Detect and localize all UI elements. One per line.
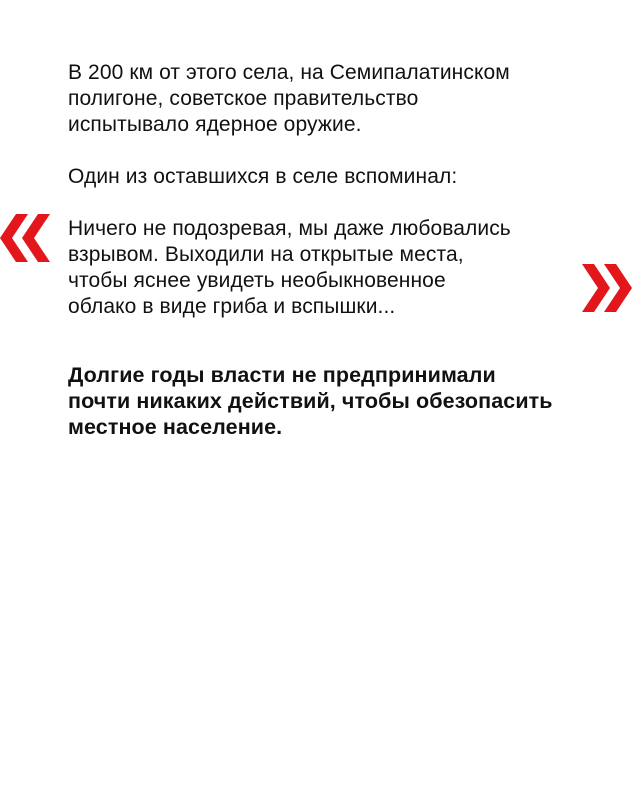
text-line: облако в виде гриба и вспышки... — [68, 295, 396, 318]
text-line: чтобы яснее увидеть необыкновенное — [68, 269, 446, 292]
text-line: Один из оставшихся в селе вспоминал: — [68, 165, 458, 188]
text-line: В 200 км от этого села, на Семипалатинском — [68, 61, 510, 84]
quote-text — [68, 216, 511, 320]
text-line: испытывало ядерное оружие. — [68, 113, 362, 136]
open-quote-icon — [0, 214, 60, 274]
conclusion-paragraph — [68, 362, 553, 440]
witness-intro — [68, 164, 457, 190]
close-quote-icon — [582, 264, 640, 324]
intro-paragraph — [68, 60, 510, 138]
text-line: почти никаких действий, чтобы обезопасить — [68, 389, 553, 413]
text-line: полигоне, советское правительство — [68, 87, 419, 110]
text-line: Долгие годы власти не предпринимали — [68, 363, 496, 387]
text-line: взрывом. Выходили на открытые места, — [68, 243, 464, 266]
text-line: Ничего не подозревая, мы даже любовались — [68, 217, 511, 240]
text-line: местное население. — [68, 415, 283, 439]
